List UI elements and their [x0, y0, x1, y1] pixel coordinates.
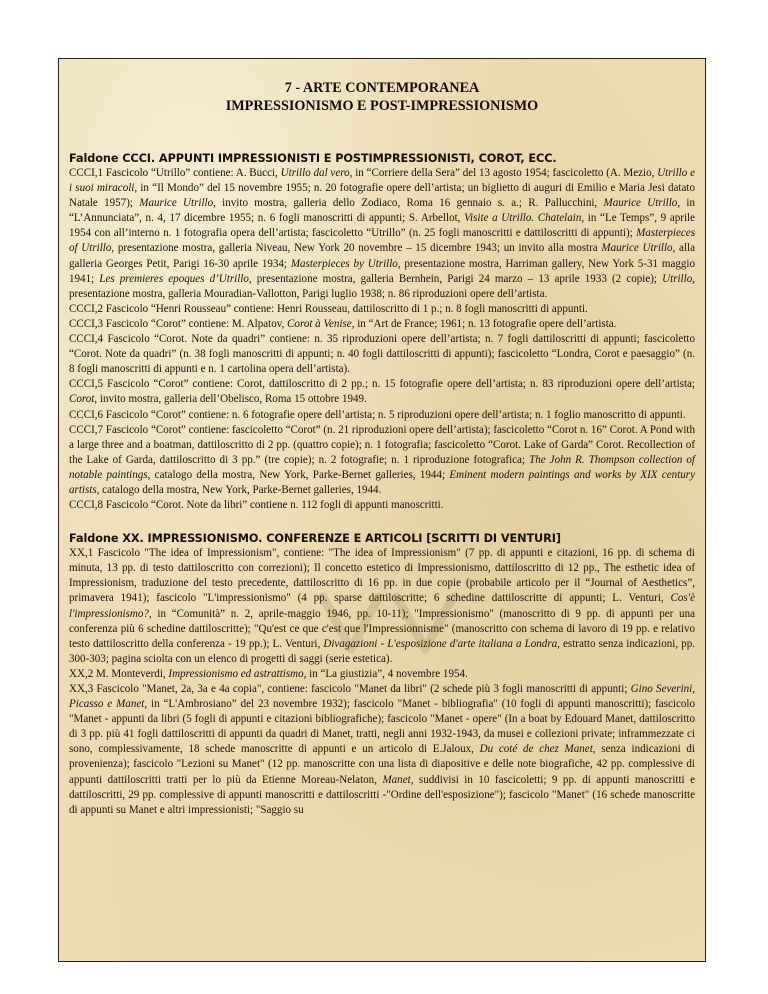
entry-title-italic: Divagazioni - L'esposizione d'arte italiana a Londra: [323, 637, 558, 650]
entry-text: XX,2 M. Monteverdi,: [69, 667, 169, 680]
entry-title-italic: Gino Severini, Picasso e Manet: [69, 683, 695, 711]
archive-entry: [69, 682, 695, 818]
entry-text: CCCI,6 Fascicolo “Corot” contiene: n. 6 fotografie opere dell’artista; n. 5 riproduzioni opere dell’artista; n. 1 foglio manoscritto di appunti.: [69, 408, 686, 421]
entry-title-italic: Utrillo dal vero: [280, 167, 350, 179]
entry-text: , in “Corriere della Sera” del 13 agosto 1954; fascicoletto (A. Mezio,: [349, 167, 658, 179]
entry-text: , senza indicazioni di provenienza); fascicolo "Lezioni su Manet" (12 pp. manoscritte con una lista di diapositive e delle note biografiche, 42 pp. complessive di appunti dattiloscritti tratti per lo più da Etienne Moreau-Nelaton,: [69, 743, 695, 786]
entry-title-italic: Utrillo: [662, 272, 693, 285]
entry-text: CCCI,2 Fascicolo “Henri Rousseau” contiene: Henri Rousseau, dattiloscritto di 1 p.; n. 8 fogli manoscritti di appunti.: [69, 302, 588, 315]
entry-text: , in “Art de France; 1961; n. 13 fotografie opere dell’artista.: [351, 317, 617, 330]
entry-text: , in “Il Mondo” del 15 novembre 1955; n. 20 fotografie opere dell’artista; un biglietto di auguri di Emilio e Maria Jesi datato Natale 1957);: [69, 182, 695, 210]
entry-text: CCCI,8 Fascicolo “Corot. Note da libri” contiene n. 112 fogli di appunti manoscritti.: [69, 499, 444, 512]
entry-title-italic: Maurice Utrillo: [139, 197, 214, 210]
document-page: [58, 58, 706, 962]
archive-entry: [69, 423, 695, 498]
entry-text: , catalogo della mostra, New York, Parke-Bernet galleries, 1944.: [96, 483, 382, 496]
archive-entry: [69, 377, 695, 407]
section-heading: Faldone CCCI. APPUNTI IMPRESSIONISTI E POSTIMPRESSIONISTI, COROT, ECC.: [69, 152, 557, 165]
section-gap: [69, 513, 695, 531]
entry-title-italic: Eminent modern paintings and works by XIX century artists: [69, 468, 695, 496]
page-title: [69, 79, 695, 115]
title-line-1: 7 - ARTE CONTEMPORANEA: [284, 80, 480, 96]
entry-title-italic: Maurice Utrillo: [601, 242, 673, 255]
entry-text: CCCI,4 Fascicolo “Corot. Note da quadri” contiene: n. 35 riproduzioni opere dell’artista; n. 7 fogli dattiloscritti di appunti; fascicoletto “Corot. Note da quadri” (n. 38 fogli manoscritti di appunti; n. 40 fogli dattiloscritti di appunti); fascicoletto “Londra, Corot e paesaggio” (n. 8 fogli manoscritti di appunti e n. 1 cartolina opera dell’artista).: [69, 333, 695, 376]
archive-entry: [69, 302, 695, 317]
entry-title-italic: Masterpieces of Utrillo: [69, 227, 695, 255]
archive-entry: [69, 546, 695, 667]
entry-text: , in “L'Ambrosiano” del 23 novembre 1932); fascicolo "Manet - bibliografia" (10 fogli di appunti manoscritti); fascicolo "Manet - appunti da libri (5 fogli di appunti e citazioni bibliografiche); fascicolo "Manet - opere" (In a boat by Edouard Manet, dattiloscritto di 3 pp. più 41 fogli dattiloscritti di appunti da quadri di Manet, tratti, negli anni 1932-1943, da musei e collezioni private; inframmezzate ci sono, complessivamente, 18 schede manoscritte di appunti e un articolo di E.Jaloux,: [69, 698, 695, 756]
section-heading: Faldone XX. IMPRESSIONISMO. CONFERENZE E ARTICOLI [SCRITTI DI VENTURI]: [69, 532, 561, 546]
entry-title-italic: Impressionismo ed astrattismo: [168, 667, 304, 680]
entry-text: , in “L’Annunciata”, n. 4, 17 dicembre 1955; n. 6 fogli manoscritti di appunti; S. Arbellot,: [69, 197, 695, 225]
entry-text: , invito mostra, galleria dello Zodiaco, Roma 16 gennaio s. a.; R. Pallucchini,: [213, 197, 604, 210]
entry-title-italic: Visite a Utrillo. Chatelain: [464, 212, 582, 225]
entry-text: XX,1 Fascicolo "The idea of Impressionism", contiene: "The idea of Impressionism" (7 pp. di appunti e citazioni, 16 pp. di schema di minuta, 13 pp. di testo dattiloscritto con correzioni); Il concetto estetico di Impressionismo, dattiloscritto di 12 pp., The esthetic idea of Impressionism, traduzione del testo precedente, dattiloscritto di 16 pp. in due copie (probabile articolo per il “Journal of Aesthetics”, primavera 1941); fascicolo "L'impressionismo" (4 pp. sparse dattiloscritte; 6 schedine dattiloscritte di appunti; L. Venturi,: [69, 547, 695, 605]
entry-text: , in “La giustizia”, 4 novembre 1954.: [303, 667, 468, 680]
entry-title-italic: Corot à Venise: [287, 317, 352, 330]
entry-title-italic: Du coté de chez Manet: [479, 743, 593, 756]
entry-text: CCCI,5 Fascicolo “Corot” contiene: Corot, dattiloscritto di 2 pp.; n. 15 fotografie opere dell’artista; n. 83 riproduzioni opere dell’artista;: [69, 378, 695, 391]
entry-title-italic: Maurice Utrillo: [603, 197, 678, 210]
entry-text: , alla galleria Georges Petit, Parigi 16-30 aprile 1934;: [69, 242, 696, 270]
archive-entry: [69, 332, 695, 377]
entry-text: , estratto senza indicazioni, pp. 300-303; pagina sciolta con un elenco di progetti di saggi (serie estetica).: [69, 637, 695, 665]
entry-title-italic: The John R. Thompson collection of notable paintings: [69, 453, 695, 481]
entry-text: CCCI,3 Fascicolo “Corot” contiene: M. Alpatov,: [69, 317, 288, 330]
sections-container: [69, 151, 695, 818]
entry-text: , presentazione mostra, galleria Niveau, New York 20 novembre – 15 dicembre 1943; un invito alla mostra: [111, 242, 602, 255]
archive-entry: [69, 317, 695, 332]
archive-entry: [69, 166, 695, 302]
title-line-2: IMPRESSIONISMO E POST-IMPRESSIONISMO: [225, 98, 539, 114]
entry-text: , catalogo della mostra, New York, Parke-Bernet galleries, 1944;: [147, 468, 450, 481]
entry-title-italic: Corot: [69, 393, 95, 406]
entry-text: XX,3 Fascicolo "Manet, 2a, 3a e 4a copia", contiene: fascicolo "Manet da libri" (2 schede più 3 fogli manoscritti di appunti;: [69, 683, 631, 695]
entry-title-italic: Masterpieces by Utrillo: [290, 257, 398, 270]
entry-text: CCCI,7 Fascicolo “Corot” contiene: fascicoletto “Corot” (n. 21 riproduzioni opere dell’artista); fascicoletto “Corot n. 16” Corot. A Pond with a large three and a boatman, dattiloscritto di 2 pp. (quattro copie); n. 1 fotografia; fascicoletto “Corot. Lake of Garda” Corot. Recollection of the Lake of Garda, dattiloscritto di 3 pp.” (tre copie); n. 2 fotografie; n. 1 riproduzione fotografica;: [69, 423, 695, 466]
document-body: [59, 59, 705, 818]
entry-title-italic: Les premieres epoques d’Utrillo: [99, 272, 249, 285]
archive-entry: [69, 408, 695, 423]
archive-entry: [69, 498, 695, 513]
entry-text: , presentazione mostra, galleria Mouradian-Vallotton, Parigi luglio 1938; n. 86 riproduzioni opere dell’artista.: [69, 272, 695, 300]
entry-text: , invito mostra, galleria dell’Obelisco, Roma 15 ottobre 1949.: [94, 393, 367, 406]
entry-text: , in “Le Temps”, 9 aprile 1954 con all’interno n. 1 fotografia opera dell’artista; fascicoletto “Utrillo” (n. 25 fogli manoscritti e dattiloscritti di appunti);: [69, 212, 696, 240]
entry-title-italic: Manet: [382, 773, 411, 786]
entry-text: CCCI,1 Fascicolo “Utrillo” contiene: A. Bucci,: [69, 167, 281, 179]
entry-text: , presentazione mostra, galleria Bernhein, Parigi 24 marzo – 13 aprile 1933 (2 copie);: [248, 272, 663, 285]
entry-text: , in “Comunità” n. 2, aprile-maggio 1946, pp. 10-11); "Impressionismo" (manoscritto di 9 pp. di appunti per una conferenza più 6 schedine dattiloscritte); "Qu'est ce que c'est que l'Impressionnisme" (manoscritto con schema di lavoro di 19 pp. e relativo testo dattiloscritto della conferenza - 19 pp.); L. Venturi,: [69, 607, 695, 650]
archive-entry: [69, 667, 695, 682]
entry-text: , suddivisi in 10 fascicoletti; 9 pp. di appunti manoscritti e dattiloscritti, 29 pp. complessive di appunti manoscritti e dattiloscritti -"Ordine dell'esposizione"); fascicolo "Manet" (16 schede manoscritte di appunti su Manet e altri impressionisti; "Saggio su: [69, 773, 695, 816]
entry-text: , presentazione mostra, Harriman gallery, New York 5-31 maggio 1941;: [69, 257, 695, 285]
entry-title-italic: Cos'è l'impressionismo?: [69, 592, 695, 620]
entry-title-italic: Utrillo e i suoi miracoli: [69, 167, 695, 195]
